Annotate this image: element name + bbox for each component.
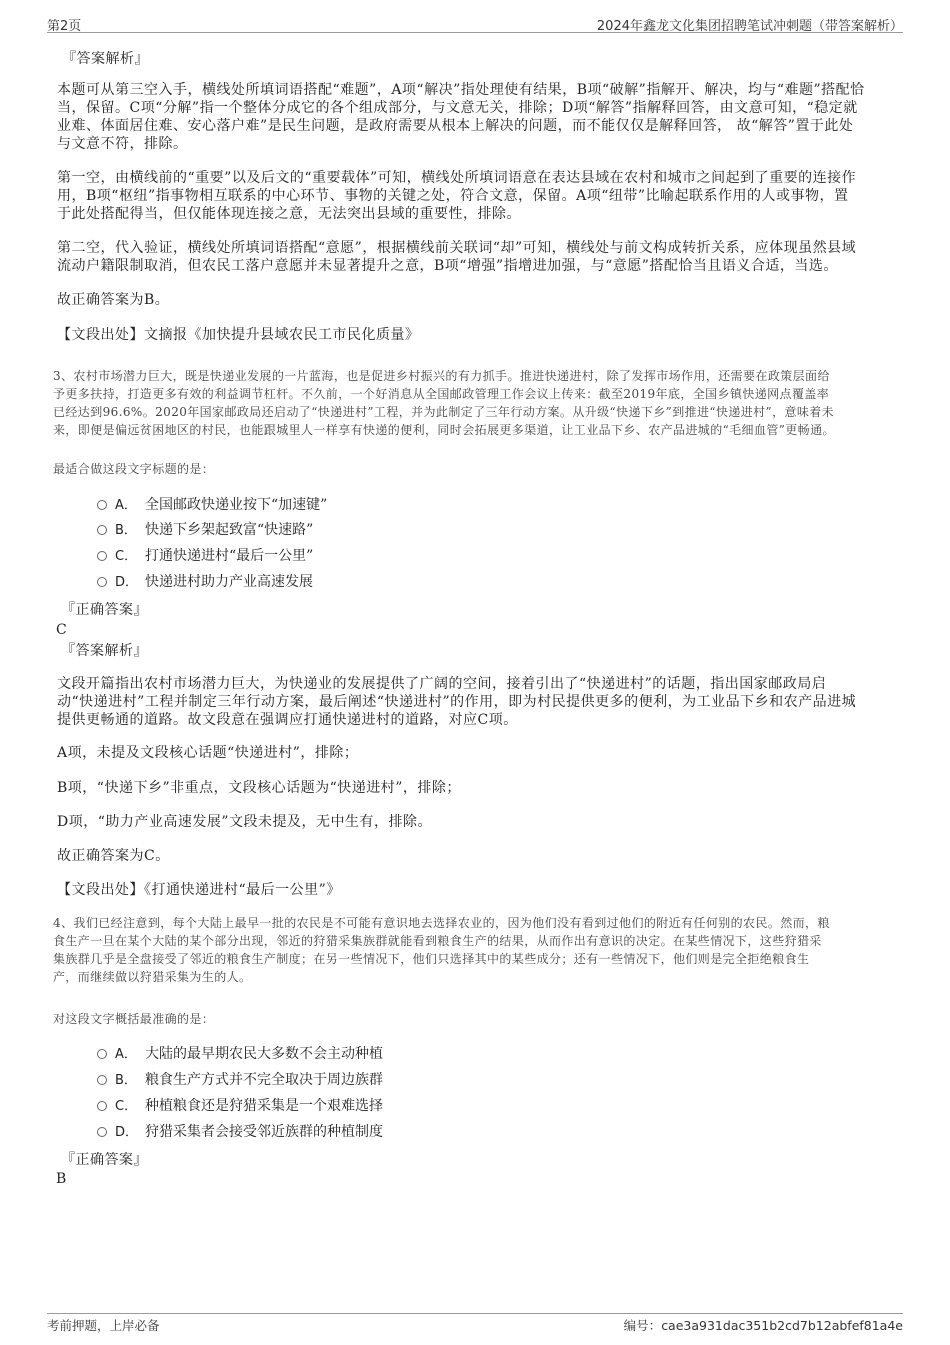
- text-line: 已经达到96.6%。2020年国家邮政局还启动了“快递进村”工程，并为此制定了三年行动方案。从升级“快递下乡”到推进“快递进村”，意味着未: [53, 405, 835, 419]
- option-letter: C．: [115, 549, 138, 564]
- q4-correct-answer: B: [56, 1171, 67, 1187]
- text-line: 产，而继续做以狩猎采集为生的人。: [53, 970, 252, 984]
- option-text: 粮食生产方式并不完全取决于周边族群: [145, 1072, 383, 1088]
- q3-stem: 最适合做这段文字标题的是：: [53, 462, 215, 476]
- page-header: [47, 14, 903, 33]
- q3-source: 【文段出处】《打通快递进村“最后一公里”》: [57, 882, 341, 898]
- text-line: 于此处搭配得当，但仅能体现连接之意，无法突出县域的重要性，排除。: [57, 206, 521, 222]
- q3-correct-label: 『正确答案』: [61, 602, 148, 618]
- option-text: 快递下乡架起致富“快速路”: [145, 522, 314, 538]
- option-letter: A．: [115, 498, 137, 513]
- radio-button-icon[interactable]: [97, 551, 107, 561]
- text-line: 用，B项“枢纽”指事物相互联系的中心环节、事物的关键之处，符合文意，保留。A项“纽带”比喻起联系作用的人或事物，置: [57, 188, 849, 204]
- q4-option-b[interactable]: [97, 1071, 383, 1090]
- text-line: 予更多扶持，打造更多有效的利益调节杠杆。不久前，一个好消息从全国邮政管理工作会议上传来：截至2019年底，全国乡镇快递网点覆盖率: [53, 387, 830, 401]
- footer-code-label: 编号：: [623, 1318, 662, 1333]
- footer-code-value: cae3a931dac351b2cd7b12abfef81a4e: [661, 1318, 903, 1333]
- text-line: 文段开篇指出农村市场潜力巨大，为快递业的发展提供了广阔的空间，接着引出了“快递进村”的话题，指出国家邮政局启: [57, 676, 827, 692]
- q2-analysis-paragraph-1: [57, 81, 892, 153]
- radio-button-icon[interactable]: [97, 500, 107, 510]
- option-letter: B．: [115, 1073, 137, 1088]
- radio-button-icon[interactable]: [97, 525, 107, 535]
- q2-analysis-label: 『答案解析』: [62, 51, 149, 67]
- q3-passage: [53, 367, 888, 439]
- option-letter: A．: [115, 1047, 137, 1062]
- radio-button-icon[interactable]: [97, 577, 107, 587]
- text-line: 本题可从第三空入手，横线处所填词语搭配“难题”，A项“解决”指处理使有结果，B项“破解”指解开、解决，均与“难题”搭配恰: [57, 82, 865, 98]
- text-line: 集族群几乎是全盘接受了邻近的粮食生产制度；在另一些情况下，他们只选择其中的某些成分；还有一些情况下，他们则是完全拒绝粮食生: [53, 952, 810, 966]
- text-line: 第二空，代入验证，横线处所填词语搭配“意愿”，根据横线前关联词“却”可知，横线处与前文构成转折关系，应体现虽然县域: [57, 240, 857, 256]
- q4-correct-label: 『正确答案』: [61, 1152, 148, 1168]
- q3-option-b[interactable]: [97, 521, 313, 540]
- text-line: 4、我们已经注意到，每个大陆上最早一批的农民是不可能有意识地去选择农业的，因为他们没有看到过他们的附近有任何别的农民。然而，粮: [53, 916, 830, 930]
- option-letter: D．: [115, 1125, 139, 1140]
- q3-option-c[interactable]: [97, 547, 313, 566]
- text-line: 与文意不符，排除。: [57, 136, 188, 152]
- text-line: 第一空，由横线前的“重要”以及后文的“重要载体”可知，横线处所填词语意在表达县域在农村和城市之间起到了重要的连接作: [57, 170, 857, 186]
- footer-code: [624, 1316, 903, 1334]
- q4-option-c[interactable]: [97, 1097, 383, 1116]
- footer-slogan: 考前押题，上岸必备: [47, 1318, 160, 1333]
- text-line: 业难、体面居住难、安心落户难”是民生问题，是政府需要从根本上解决的问题，而不能仅仅是解释回答， 故“解答”置于此处: [57, 118, 854, 134]
- option-text: 狩猎采集者会接受邻近族群的种植制度: [145, 1124, 383, 1140]
- option-letter: C．: [115, 1099, 138, 1114]
- text-line: 流动户籍限制取消，但农民工落户意愿并未显著提升之意，B项“增强”指增进加强，与“意愿”搭配恰当且语义合适，当选。: [57, 258, 838, 274]
- text-line: 食生产一旦在某个大陆的某个部分出现，邻近的狩猎采集族群就能看到粮食生产的结果，从而作出有意识的决定。在某些情况下，这些狩猎采: [53, 934, 822, 948]
- option-letter: B．: [115, 523, 137, 538]
- radio-button-icon[interactable]: [97, 1049, 107, 1059]
- q3-option-a[interactable]: [97, 496, 327, 515]
- q3-analysis-label: 『答案解析』: [61, 643, 148, 659]
- text-line: 来，即便是偏远贫困地区的村民，也能跟城里人一样享有快递的便利，同时会拓展更多渠道，让工业品下乡、农产品进城的“毛细血管”更畅通。: [53, 423, 835, 437]
- q4-option-a[interactable]: [97, 1045, 383, 1064]
- radio-button-icon[interactable]: [97, 1075, 107, 1085]
- q2-source: 【文段出处】文摘报《加快提升县域农民工市民化质量》: [57, 327, 420, 343]
- q3-analysis-option-a: A项，未提及文段核心话题“快递进村”，排除；: [57, 745, 359, 761]
- q4-option-d[interactable]: [97, 1123, 383, 1142]
- radio-button-icon[interactable]: [97, 1101, 107, 1111]
- option-text: 大陆的最早期农民大多数不会主动种植: [145, 1046, 383, 1062]
- option-text: 快递进村助力产业高速发展: [145, 574, 313, 590]
- q3-correct-answer: C: [56, 622, 68, 638]
- q3-analysis-option-b: B项，“快递下乡”非重点，文段核心话题为“快递进村”，排除；: [57, 780, 461, 796]
- page-number: 第2页: [47, 19, 82, 34]
- page-footer: [47, 1313, 903, 1333]
- q4-stem: 对这段文字概括最准确的是：: [53, 1012, 215, 1026]
- text-line: 动“快递进村”工程并制定三年行动方案，最后阐述“快递进村”的作用，即为村民提供更多的便利，为工业品下乡和农产品进城: [57, 694, 857, 710]
- q4-passage: [53, 914, 888, 986]
- document-title: 2024年鑫龙文化集团招聘笔试冲刺题（带答案解析）: [596, 19, 903, 34]
- text-line: 提供更畅通的道路。故文段意在强调应打通快递进村的道路，对应C项。: [57, 712, 518, 728]
- option-letter: D．: [115, 575, 139, 590]
- q3-option-d[interactable]: [97, 573, 313, 592]
- text-line: 当，保留。C项“分解”指一个整体分成它的各个组成部分，与文意无关，排除；D项“解答”指解释回答，由文意可知，“稳定就: [57, 100, 858, 116]
- q2-analysis-paragraph-2: [57, 169, 892, 223]
- q2-analysis-paragraph-3: [57, 239, 892, 275]
- text-line: 3、农村市场潜力巨大，既是快递业发展的一片蓝海，也是促进乡村振兴的有力抓手。推进快递进村，除了发挥市场作用，还需要在政策层面给: [53, 369, 830, 383]
- option-text: 打通快递进村“最后一公里”: [145, 548, 314, 564]
- radio-button-icon[interactable]: [97, 1127, 107, 1137]
- q3-analysis-option-d: D项，“助力产业高速发展”文段未提及，无中生有，排除。: [57, 814, 433, 830]
- q2-answer: 故正确答案为B。: [57, 292, 170, 308]
- option-text: 种植粮食还是狩猎采集是一个艰难选择: [145, 1098, 383, 1114]
- option-text: 全国邮政快递业按下“加速键”: [145, 497, 328, 513]
- q3-answer: 故正确答案为C。: [57, 848, 170, 864]
- q3-analysis-paragraph: [57, 675, 892, 729]
